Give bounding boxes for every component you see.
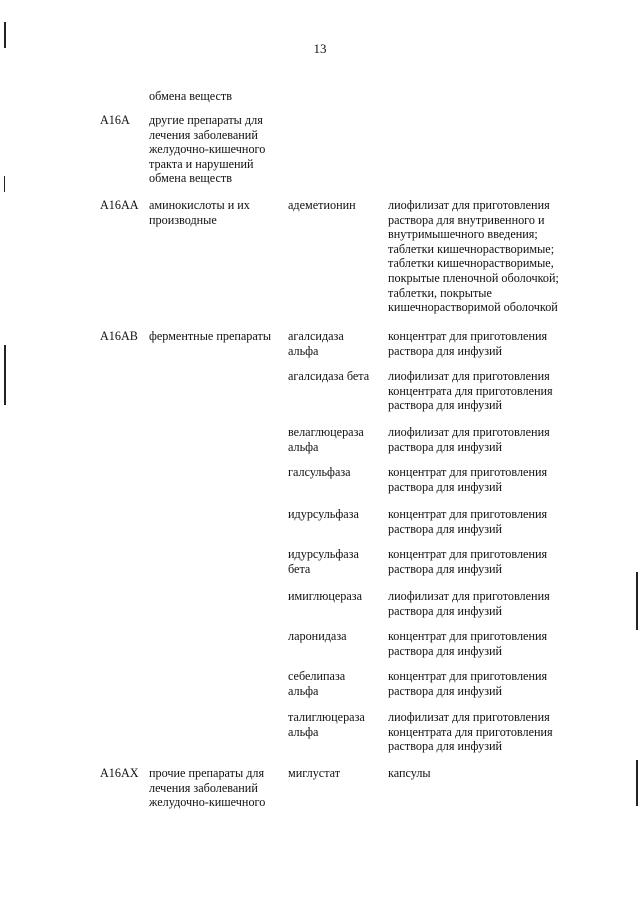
- drug-name: ларонидаза: [288, 629, 347, 643]
- group-name: обмена веществ: [149, 89, 232, 103]
- group-name: ферментные препараты: [149, 329, 272, 343]
- atc-code: A16A: [100, 113, 130, 127]
- drug-name: агалсидаза альфа: [288, 329, 344, 358]
- dosage-form: лиофилизат для приготовления раствора для внутривенного и внутримышечного введения; таблетки кишечнорастворимые; таблетки кишечнорастворимые, покрытые пленочной оболочкой; таблетки, покрытые кишечнорастворимой оболочкой: [388, 198, 559, 315]
- group-name: другие препараты для лечения заболеваний желудочно-кишечного тракта и нарушений обмена веществ: [149, 113, 266, 186]
- drug-name: талиглюцераза альфа: [288, 710, 365, 739]
- scan-edge-mark: [4, 22, 6, 48]
- dosage-form: концентрат для приготовления раствора для инфузий: [388, 465, 548, 494]
- drug-name: галсульфаза: [288, 465, 351, 479]
- scan-edge-mark: [636, 760, 638, 806]
- dosage-form: концентрат для приготовления раствора для инфузий: [388, 669, 548, 698]
- drug-name: имиглюцераза: [288, 589, 362, 603]
- group-name: аминокислоты и их производные: [149, 198, 250, 227]
- dosage-form: концентрат для приготовления раствора для инфузий: [388, 629, 548, 658]
- drug-name: адеметионин: [288, 198, 356, 212]
- dosage-form: лиофилизат для приготовления концентрата для приготовления раствора для инфузий: [388, 369, 553, 413]
- dosage-form: капсулы: [388, 766, 431, 780]
- dosage-form: концентрат для приготовления раствора для инфузий: [388, 507, 548, 536]
- scan-edge-mark: [636, 572, 638, 630]
- drug-name: идурсульфаза бета: [288, 547, 359, 576]
- dosage-form: лиофилизат для приготовления раствора для инфузий: [388, 425, 550, 454]
- scan-edge-mark: [4, 345, 6, 405]
- page-number: 13: [313, 41, 327, 56]
- drug-name: миглустат: [288, 766, 341, 780]
- atc-code: A16AA: [100, 198, 139, 212]
- drug-name: велаглюцераза альфа: [288, 425, 364, 454]
- dosage-form: концентрат для приготовления раствора для инфузий: [388, 329, 548, 358]
- drug-name: идурсульфаза: [288, 507, 359, 521]
- atc-code: A16AX: [100, 766, 139, 780]
- drug-name: себелипаза альфа: [288, 669, 346, 698]
- drug-name: агалсидаза бета: [288, 369, 370, 383]
- scan-edge-mark: [4, 176, 5, 192]
- dosage-form: лиофилизат для приготовления раствора для инфузий: [388, 589, 550, 618]
- dosage-form: концентрат для приготовления раствора для инфузий: [388, 547, 548, 576]
- atc-code: A16AB: [100, 329, 138, 343]
- group-name: прочие препараты для лечения заболеваний желудочно-кишечного: [149, 766, 266, 810]
- dosage-form: лиофилизат для приготовления концентрата для приготовления раствора для инфузий: [388, 710, 553, 754]
